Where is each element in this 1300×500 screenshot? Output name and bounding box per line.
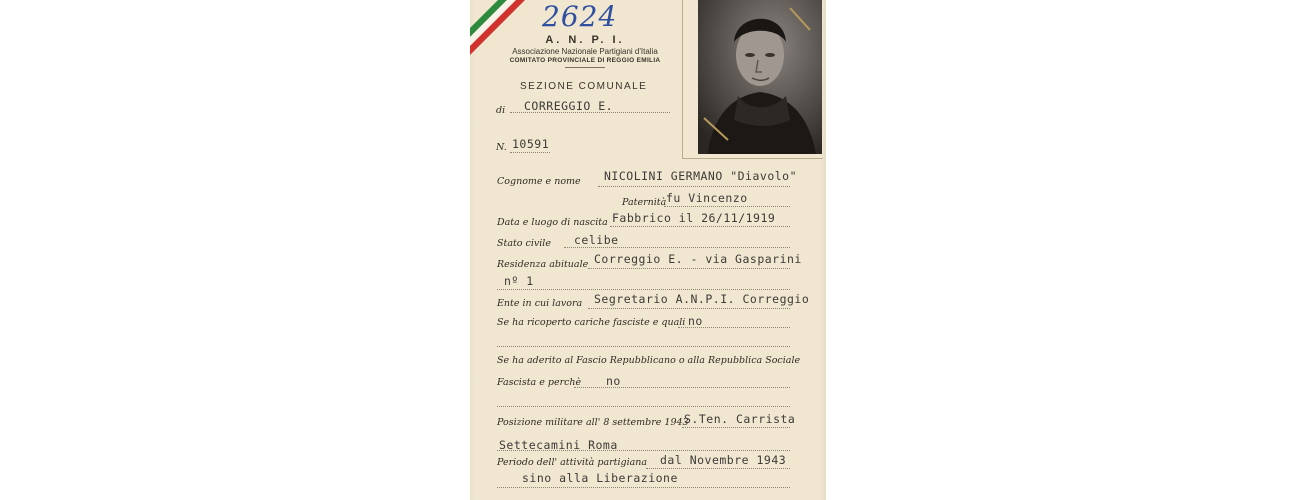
- civil-status-label: Stato civile: [497, 238, 551, 249]
- fascist-offices-value: no: [688, 314, 703, 328]
- number-line: [510, 152, 550, 153]
- fascist-offices-line: [678, 327, 790, 328]
- association-name: Associazione Nazionale Partigiani d'Italia: [512, 47, 658, 56]
- paternity-label: Paternità: [622, 197, 667, 208]
- card-header: [490, 34, 680, 68]
- number-label: N.: [496, 142, 507, 153]
- partisan-period-value: dal Novembre 1943: [660, 453, 787, 467]
- surname-name-value: NICOLINI GERMANO "Diavolo": [604, 169, 798, 183]
- portrait-photo: [698, 0, 822, 154]
- number-value: 10591: [512, 137, 550, 151]
- paternity-value: fu Vincenzo: [666, 191, 748, 205]
- civil-status-value: celibe: [574, 233, 619, 247]
- military-cont-line: [497, 450, 790, 451]
- residence-cont-line: [497, 289, 790, 290]
- fascist-why-value: no: [606, 374, 621, 388]
- employer-line: [588, 308, 790, 309]
- membership-card: [470, 0, 826, 500]
- fascist-why-line: [574, 387, 790, 388]
- section-line: [510, 112, 670, 113]
- fascist-why-label: Fascista e perchè: [497, 377, 582, 388]
- anpi-acronym: A. N. P. I.: [545, 34, 625, 46]
- military-place-value: Settecamini Roma: [499, 438, 618, 452]
- partisan-period-cont-line: [497, 487, 790, 488]
- employer-value: Segretario A.N.P.I. Correggio: [594, 292, 810, 306]
- committee-name: COMITATO PROVINCIALE DI REGGIO EMILIA: [509, 57, 661, 64]
- military-position-value: S.Ten. Carrista: [684, 412, 796, 426]
- partisan-period-line: [646, 468, 790, 469]
- handwritten-card-number: 2624: [542, 0, 618, 33]
- fascist-offices-label: Se ha ricoperto cariche fasciste e quali: [497, 317, 686, 328]
- fascist-offices-cont-line: [497, 346, 790, 347]
- residence-value: Correggio E. - via Gasparini: [594, 252, 802, 266]
- surname-name-line: [598, 186, 790, 187]
- surname-name-label: Cognome e nome: [497, 176, 581, 187]
- section-title: SEZIONE COMUNALE: [520, 81, 648, 92]
- section-of-label: di: [496, 105, 506, 116]
- birth-label: Data e luogo di nascita: [497, 217, 608, 228]
- military-position-label: Posizione militare all' 8 settembre 1943: [497, 417, 689, 428]
- residence-label: Residenza abituale: [497, 259, 589, 270]
- fascist-why-cont-line: [497, 406, 790, 407]
- residence-line: [588, 268, 790, 269]
- republican-adherence-label: Se ha aderito al Fascio Repubblicano o alla Repubblica Sociale: [497, 355, 801, 366]
- partisan-period-cont-value: sino alla Liberazione: [522, 471, 678, 485]
- residence-number-value: nº 1: [504, 274, 534, 288]
- employer-label: Ente in cui lavora: [497, 298, 583, 309]
- header-divider: [565, 67, 605, 68]
- birth-line: [610, 226, 790, 227]
- paternity-line: [664, 206, 790, 207]
- military-position-line: [682, 427, 790, 428]
- section-value: CORREGGIO E.: [524, 99, 614, 113]
- partisan-period-label: Periodo dell' attività partigiana: [497, 457, 648, 468]
- civil-status-line: [564, 247, 790, 248]
- birth-value: Fabbrico il 26/11/1919: [612, 211, 776, 225]
